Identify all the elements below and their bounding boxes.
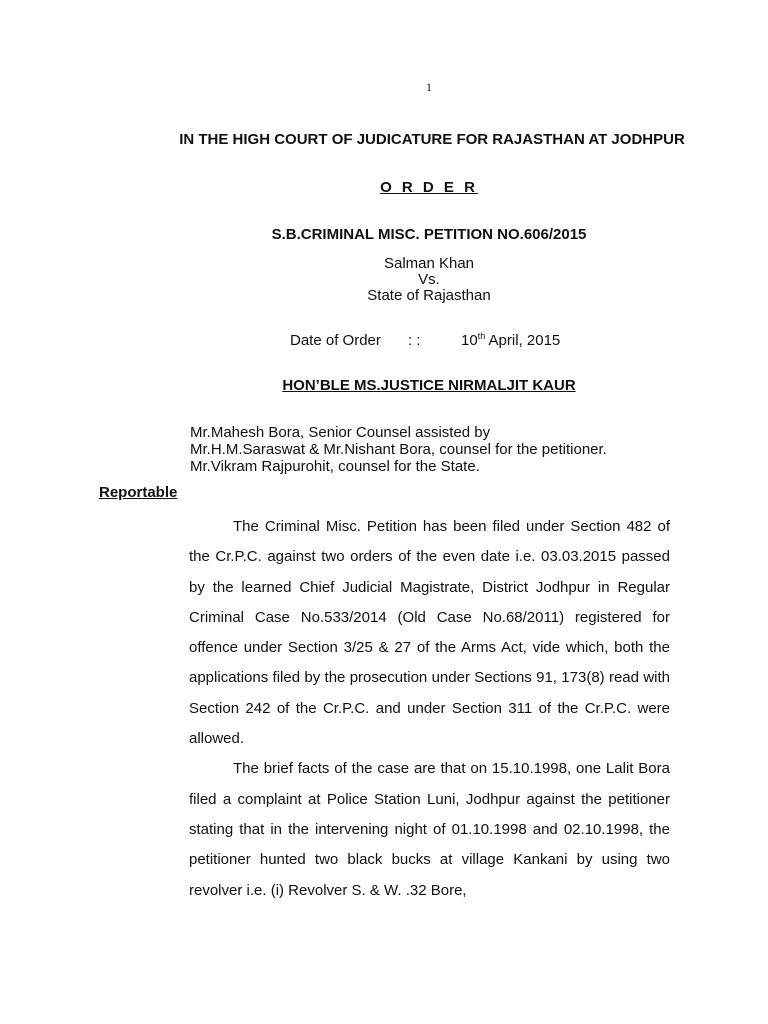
date-separator: : : <box>408 332 421 349</box>
paragraph-2: The brief facts of the case are that on 15.10.1998, one Lalit Bora filed a complaint at Police Station Luni, Jodhpur against the petitioner stating that in the intervening night of 01.10.1998 and 02.10.1998, the petitioner hunted two black bucks at village Kankani by using two revolver i.e. (i) Revolver S. & W. .32 Bore, <box>189 760 670 899</box>
counsel-line-1: Mr.Mahesh Bora, Senior Counsel assisted by <box>190 424 491 441</box>
reportable-label: Reportable <box>99 484 178 501</box>
counsel-block <box>190 424 607 475</box>
petitioner-name: Salman Khan <box>383 255 475 272</box>
respondent-name: State of Rajasthan <box>367 287 491 304</box>
page-number: 1 <box>426 80 432 94</box>
date-day-suffix: th <box>477 331 486 341</box>
order-heading: O R D E R <box>380 179 478 196</box>
counsel-line-3: Mr.Vikram Rajpurohit, counsel for the State. <box>190 458 480 475</box>
versus-label: Vs. <box>418 271 440 288</box>
date-day: 10 <box>461 332 478 349</box>
date-month-year: April, 2015 <box>485 332 561 349</box>
order-body <box>189 512 670 906</box>
court-title: IN THE HIGH COURT OF JUDICATURE FOR RAJASTHAN AT JODHPUR <box>179 131 685 148</box>
date-of-order-value <box>461 332 560 349</box>
paragraph-1: The Criminal Misc. Petition has been filed under Section 482 of the Cr.P.C. against two orders of the even date i.e. 03.03.2015 passed by the learned Chief Judicial Magistrate, District Jodhpur in Regular Criminal Case No.533/2014 (Old Case No.68/2011) registered for offence under Section 3/25 & 27 of the Arms Act, vide which, both the applications filed by the prosecution under Sections 91, 173(8) read with Section 242 of the Cr.P.C. and under Section 311 of the Cr.P.C. were allowed. <box>189 518 670 748</box>
date-of-order-row <box>290 332 560 349</box>
parties-block <box>0 256 768 304</box>
justice-name: HON’BLE MS.JUSTICE NIRMALJIT KAUR <box>282 377 576 394</box>
petition-number: S.B.CRIMINAL MISC. PETITION NO.606/2015 <box>271 226 587 243</box>
date-of-order-label: Date of Order <box>290 332 381 349</box>
counsel-line-2: Mr.H.M.Saraswat & Mr.Nishant Bora, counsel for the petitioner. <box>190 441 607 458</box>
